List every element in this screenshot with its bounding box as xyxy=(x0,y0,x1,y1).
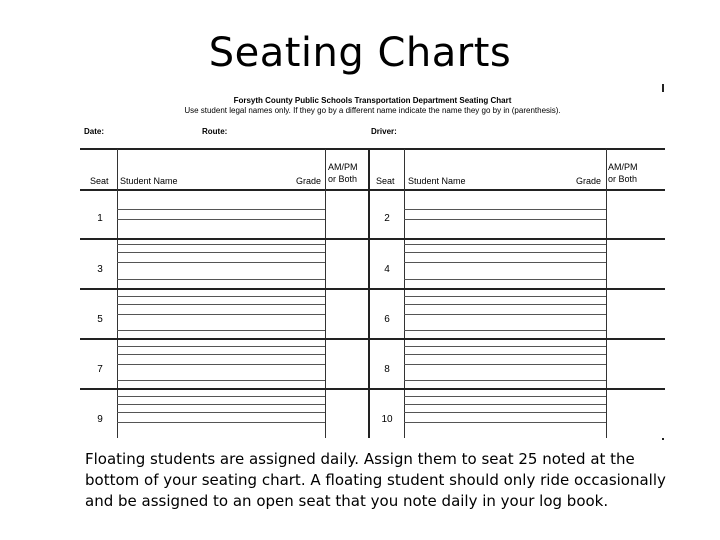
floating-students-note: Floating students are assigned daily. Assign them to seat 25 noted at the bottom of your seating chart. A floating student should only ride occasionally and be assigned to an open seat that you note daily in your log book. xyxy=(85,450,666,510)
row-line xyxy=(404,364,606,365)
row-line xyxy=(117,244,325,245)
seating-chart-form xyxy=(80,92,665,438)
row-line xyxy=(404,330,606,331)
slide-title: Seating Charts xyxy=(208,30,512,76)
group-border xyxy=(80,388,665,390)
seat-number: 8 xyxy=(384,364,390,375)
table-top-border xyxy=(80,148,665,150)
driver-label: Driver: xyxy=(371,127,397,136)
seat-number: 9 xyxy=(97,414,103,425)
row-line xyxy=(117,346,325,347)
row-line xyxy=(404,354,606,355)
row-line xyxy=(404,314,606,315)
row-line xyxy=(404,396,606,397)
row-line xyxy=(404,346,606,347)
seat-number: 4 xyxy=(384,264,390,275)
row-line xyxy=(117,262,325,263)
col-divider xyxy=(325,149,326,438)
right-name-header: Student Name xyxy=(408,176,466,186)
seat-number: 6 xyxy=(384,314,390,325)
right-seat-header: Seat xyxy=(376,176,395,186)
left-ampm-header-line2: or Both xyxy=(328,174,358,184)
row-line xyxy=(117,209,325,210)
seat-number: 5 xyxy=(97,314,103,325)
row-line xyxy=(117,364,325,365)
form-title: Forsyth County Public Schools Transportation Department Seating Chart xyxy=(233,96,512,105)
right-ampm-header-line2: or Both xyxy=(608,174,638,184)
header-bottom-border xyxy=(80,189,665,191)
seat-number: 3 xyxy=(97,264,103,275)
row-line xyxy=(117,404,325,405)
seat-number: 2 xyxy=(384,213,390,224)
row-line xyxy=(404,279,606,280)
center-divider xyxy=(368,149,370,438)
row-line xyxy=(117,330,325,331)
group-border xyxy=(80,238,665,240)
row-line xyxy=(404,404,606,405)
date-label: Date: xyxy=(84,127,105,136)
col-divider xyxy=(117,149,118,438)
col-divider xyxy=(404,149,405,438)
left-grade-header: Grade xyxy=(296,176,322,186)
row-line xyxy=(404,304,606,305)
seat-number: 7 xyxy=(97,364,103,375)
route-label: Route: xyxy=(202,127,228,136)
row-line xyxy=(117,412,325,413)
form-instructions: Use student legal names only. If they go by a different name indicate the name they go by in (parenthesis). xyxy=(184,106,561,115)
left-name-header: Student Name xyxy=(120,176,178,186)
row-line xyxy=(404,244,606,245)
row-line xyxy=(404,412,606,413)
row-line xyxy=(117,252,325,253)
row-line xyxy=(404,262,606,263)
row-line xyxy=(117,279,325,280)
row-line xyxy=(117,304,325,305)
row-line xyxy=(404,296,606,297)
row-line xyxy=(117,314,325,315)
right-ampm-header-line1: AM/PM xyxy=(608,162,638,172)
left-seat-header: Seat xyxy=(90,176,109,186)
seat-number: 1 xyxy=(97,213,103,224)
left-ampm-header-line1: AM/PM xyxy=(328,162,358,172)
col-divider xyxy=(606,149,607,438)
group-border xyxy=(80,288,665,290)
row-line xyxy=(117,396,325,397)
row-line xyxy=(404,209,606,210)
row-line xyxy=(404,219,606,220)
row-line xyxy=(117,422,325,423)
row-line xyxy=(117,380,325,381)
row-line xyxy=(404,252,606,253)
row-line xyxy=(404,380,606,381)
group-border xyxy=(80,338,665,340)
row-line xyxy=(117,296,325,297)
row-line xyxy=(404,422,606,423)
right-grade-header: Grade xyxy=(576,176,602,186)
row-line xyxy=(117,354,325,355)
seat-number: 10 xyxy=(381,414,393,425)
row-line xyxy=(117,219,325,220)
